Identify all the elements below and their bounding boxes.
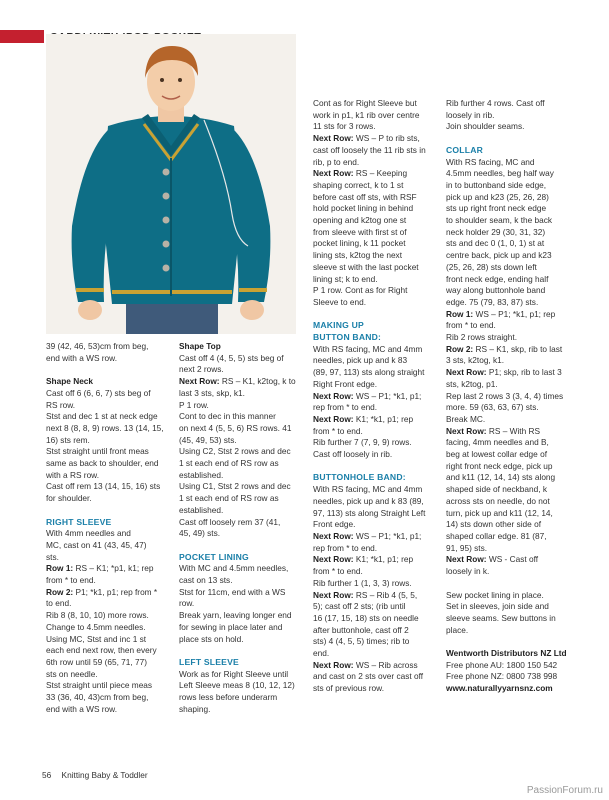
instruction-line: 16) sts rem. (46, 434, 90, 445)
instruction-line: pick up and k23 (25, 26, 28) (446, 191, 549, 202)
instruction-line: end. (313, 648, 330, 659)
subsection-heading: Shape Neck (46, 376, 94, 387)
instruction-line: Next Row: WS - Cast off (446, 554, 539, 565)
paragraph-gap (313, 461, 441, 473)
paragraph-gap (446, 578, 576, 590)
instruction-line: on next 4 (5, 5, 6) RS rows. 41 (179, 422, 292, 433)
instruction-line: 91, 95) sts. (446, 542, 488, 553)
instruction-line: cast on 13 sts. (179, 575, 233, 586)
row-label: Next Row: (313, 133, 354, 144)
instruction-line: Next Row: RS – With RS (446, 425, 541, 436)
section-heading: COLLAR (446, 144, 484, 155)
instruction-line: Front edge. (313, 519, 356, 530)
row-label: Next Row: (179, 376, 220, 387)
instruction-line: Using C2, Stst 2 rows and dec (179, 446, 291, 457)
instruction-line: (45, 49, 53) sts. (179, 434, 237, 445)
instruction-line: With RS facing, MC and (446, 156, 535, 167)
instruction-line: shaped side of neckband, k (446, 484, 548, 495)
instruction-line: Cast off rem 13 (14, 15, 16) sts (46, 481, 161, 492)
instruction-line: sleeve st with the last pocket (313, 261, 419, 272)
instruction-line: for sewing in place later and (179, 621, 283, 632)
instruction-line: place sts on hold. (179, 633, 244, 644)
instruction-line: Change to 4.5mm needles. (46, 621, 146, 632)
instruction-line: cast off loosely the 11 rib sts in (313, 144, 426, 155)
instruction-line: 97, 113) sts along Straight Left (313, 507, 426, 518)
instruction-line: Cast off 6 (6, 6, 7) sts beg of (46, 387, 151, 398)
instruction-line: Next Row: RS – Rib 4 (5, 5, (313, 589, 418, 600)
instruction-line: Stst straight until piece meas (46, 680, 153, 691)
paragraph-gap (446, 636, 576, 648)
instruction-line: each end next row, then every (46, 645, 157, 656)
model-photo (46, 34, 296, 334)
instruction-line: pocket lining, k 11 pocket (313, 238, 406, 249)
instruction-line: Cast off loosely rem 37 (41, (179, 516, 281, 527)
instruction-line: Break MC. (446, 413, 486, 424)
instruction-line: shaping correct, k to 1 st (313, 179, 404, 190)
boy-in-cardigan-illustration (46, 34, 296, 334)
instruction-line: Row 1: RS – K1; *p1, k1; rep (46, 563, 154, 574)
row-label: Next Row: (313, 168, 354, 179)
instruction-line: Cast off 4 (4, 5, 5) sts beg of (179, 352, 284, 363)
instruction-line: 6th row until 59 (65, 71, 77) (46, 656, 148, 667)
instruction-line: 45, 49) sts. (179, 528, 221, 539)
instruction-line: Next Row: P1; skp, rib to last 3 (446, 367, 562, 378)
instruction-line: opening and k2tog one st (313, 215, 407, 226)
instruction-line: loosely in rib. (446, 109, 495, 120)
instruction-line: Stst straight until front meas (46, 446, 149, 457)
instruction-line: end with a WS row. (46, 703, 118, 714)
instruction-line: centre back, pick up and k23 (446, 250, 552, 261)
instruction-line: Next Row: K1; *k1, p1; rep (313, 413, 414, 424)
row-label: Next Row: (446, 367, 487, 378)
instruction-line: beg at lowest collar edge of (446, 449, 548, 460)
instruction-line: Next Row: WS – P to rib sts, (313, 133, 420, 144)
instruction-line: rows less before underarm (179, 692, 278, 703)
instruction-line: sleeve seams. Sew buttons in (446, 612, 556, 623)
instruction-line: Sleeve to end. (313, 296, 367, 307)
instruction-line: RS row. (46, 399, 76, 410)
section-heading: BUTTON BAND: (313, 332, 382, 343)
instruction-line: 1 st each end of RS row as (179, 458, 279, 469)
instruction-line: from * to end. (313, 425, 363, 436)
instruction-line: edge. 75 (79, 83, 87) sts. (446, 296, 539, 307)
instruction-line: Next Row: WS – Rib across (313, 659, 418, 670)
instruction-line: Rib further 1 (1, 3, 3) rows. (313, 577, 412, 588)
instruction-line: shaping. (179, 703, 211, 714)
instruction-line: Next Row: WS – P1; *k1, p1; (313, 530, 422, 541)
instruction-line: sts on needle. (46, 668, 98, 679)
instruction-line: Break yarn, leaving longer end (179, 610, 292, 621)
instruction-line: rep from * to end. (313, 542, 378, 553)
page-number: 56 (42, 770, 52, 780)
row-label: Next Row: (313, 659, 354, 670)
section-heading: POCKET LINING (179, 551, 249, 562)
instruction-line: Using C1, Stst 2 rows and dec (179, 481, 291, 492)
row-label: Next Row: (313, 413, 354, 424)
contact-line: Wentworth Distributors NZ Ltd (446, 648, 567, 658)
publication-name: Knitting Baby & Toddler (61, 770, 148, 780)
instruction-line: MC, cast on 41 (43, 45, 47) (46, 539, 147, 550)
row-label: Row 1: (46, 563, 74, 574)
instruction-line: Sew pocket lining in place. (446, 589, 544, 600)
row-label: Row 1: (446, 308, 474, 319)
column-2 (179, 341, 307, 715)
instruction-line: lining st; k to end. (313, 273, 378, 284)
instruction-line: Rib 8 (8, 10, 10) more rows. (46, 610, 149, 621)
row-label: Next Row: (313, 390, 354, 401)
section-heading: MAKING UP (313, 320, 364, 331)
instruction-line: Row 2: RS – K1, skp, rib to last (446, 343, 563, 354)
instruction-line: sts of previous row. (313, 683, 385, 694)
instruction-line: loosely in k. (446, 566, 490, 577)
watermark: PassionForum.ru (526, 785, 603, 796)
instruction-line: Rib 2 rows straight. (446, 332, 518, 343)
instruction-line: P 1 row. (179, 399, 209, 410)
instruction-line: to end. (46, 598, 72, 609)
instruction-line: next 2 rows. (179, 364, 224, 375)
instruction-line: established. (179, 504, 224, 515)
row-label: Next Row: (313, 530, 354, 541)
instruction-line: facing, 4mm needles and B, (446, 437, 549, 448)
instruction-line: with a RS row. (46, 469, 100, 480)
instruction-line: 11 sts for 3 rows. (313, 121, 376, 132)
instruction-line: shaped collar edge. 81 (87, (446, 531, 547, 541)
instruction-line: sts and dec 0 (1, 0, 1) st at (446, 238, 545, 249)
page-footer (42, 770, 148, 780)
instruction-line: Work as for Right Sleeve until (179, 668, 289, 679)
row-label: Row 2: (46, 586, 74, 597)
section-accent-bar (0, 30, 44, 43)
instruction-line: and cast on 2 sts over cast off (313, 671, 424, 682)
instruction-line: front neck edge, ending half (446, 273, 549, 284)
instruction-line: place. (446, 624, 469, 635)
instruction-line: to shoulder seam, k the back (446, 215, 553, 226)
instruction-line: across sts on needle, do not (446, 495, 550, 506)
instruction-line: row. (179, 598, 195, 609)
section-heading: LEFT SLEEVE (179, 656, 239, 667)
instruction-line: Free phone NZ: 0800 738 998 (446, 671, 558, 682)
instruction-line: next 8 (8, 8, 9) rows. 13 (14, 15, (46, 422, 164, 433)
paragraph-gap (46, 505, 174, 517)
column-4 (446, 98, 576, 695)
instruction-line: needles, pick up and k 83 (89, (313, 495, 424, 506)
instruction-line: Row 2: P1; *k1, p1; rep from * (46, 586, 158, 597)
instruction-line: in to buttonband side edge, (446, 179, 547, 190)
instruction-line: Right Front edge. (313, 378, 378, 389)
paragraph-gap (446, 133, 576, 145)
instruction-line: work in p1, k1 rib over centre (313, 109, 420, 120)
instruction-line: Stst for 11cm, end with a WS (179, 586, 286, 597)
instruction-line: turn, pick up and k11 (12, 14, (446, 507, 553, 518)
instruction-line: 4.5mm needles, beg half way (446, 168, 554, 179)
subsection-heading: Shape Top (179, 341, 221, 351)
section-heading: RIGHT SLEEVE (46, 516, 112, 527)
instruction-line: With RS facing, MC and 4mm (313, 343, 423, 354)
section-heading: BUTTONHOLE BAND: (313, 472, 406, 483)
instruction-line: Left Sleeve meas 8 (10, 12, 12) (179, 680, 295, 691)
instruction-line: Next Row: RS – K1, k2tog, k to (179, 376, 296, 387)
instruction-line: before cast off sts, with RSF (313, 191, 417, 202)
instruction-line: from sleeve with first st of (313, 226, 407, 237)
instruction-line: sts. (46, 551, 59, 562)
row-label: Next Row: (313, 589, 354, 600)
paragraph-gap (179, 540, 307, 552)
instruction-line: sts) 4 (4, 5, 5) times; rib to (313, 636, 410, 647)
instruction-line: Join shoulder seams. (446, 121, 525, 132)
column-3 (313, 98, 441, 695)
instruction-line: With RS facing, MC and 4mm (313, 484, 423, 495)
instruction-line: established. (179, 469, 224, 480)
paragraph-gap (179, 645, 307, 657)
row-label: Next Row: (313, 554, 354, 565)
instruction-line: P 1 row. Cont as for Right (313, 285, 408, 296)
paragraph-gap (313, 309, 441, 321)
instruction-line: last 3 sts, skp, k1. (179, 387, 245, 398)
instruction-line: right front neck edge, pick up (446, 460, 553, 471)
instruction-line: (89, 97, 113) sts along straight (313, 367, 425, 378)
instruction-line: end with a WS row. (46, 352, 118, 363)
instruction-line: from * to end. (446, 320, 496, 331)
instruction-line: (25, 26, 28) sts down left (446, 261, 537, 272)
contact-line: www.naturallyyarnsnz.com (446, 683, 553, 694)
instruction-line: 1 st each end of RS row as (179, 493, 279, 504)
instruction-line: Next Row: WS – P1; *k1, p1; (313, 390, 422, 401)
instruction-line: 14) sts down other side of (446, 519, 542, 530)
instruction-line: With 4mm needles and (46, 528, 131, 539)
instruction-line: Next Row: K1; *k1, p1; rep (313, 554, 414, 565)
instruction-line: Stst and dec 1 st at neck edge (46, 411, 158, 422)
instruction-line: Next Row: RS – Keeping (313, 168, 408, 179)
instruction-line: from * to end. (313, 566, 363, 577)
instruction-line: Rib further 7 (7, 9, 9) rows. (313, 437, 412, 448)
instruction-line: Row 1: WS – P1; *k1, p1; rep (446, 308, 556, 319)
instruction-line: more. 59 (63, 63, 67) sts. (446, 402, 539, 413)
instruction-line: same as back to shoulder, end (46, 458, 159, 469)
instruction-line: hold pocket lining in behind (313, 203, 414, 214)
row-label: Next Row: (446, 554, 487, 565)
instruction-line: way along buttonhole band (446, 285, 546, 296)
instruction-line: Using MC, Stst and inc 1 st (46, 633, 147, 644)
instruction-line: from * to end. (46, 575, 96, 586)
instruction-line: sts up right front neck edge (446, 203, 547, 214)
instruction-line: Cont to dec in this manner (179, 411, 276, 422)
instruction-line: rib, p to end. (313, 156, 360, 167)
instruction-line: Cont as for Right Sleeve but (313, 98, 417, 108)
instruction-line: 3 sts, k2tog, k1. (446, 355, 505, 366)
instruction-line: 16 (17, 15, 18) sts on needle (313, 612, 419, 623)
instruction-line: Free phone AU: 1800 150 542 (446, 659, 558, 670)
instruction-line: neck holder 29 (30, 31, 32) (446, 226, 546, 237)
instruction-line: needles, pick up and k 83 (313, 355, 408, 366)
paragraph-gap (46, 364, 174, 376)
instruction-line: With MC and 4.5mm needles, (179, 563, 289, 574)
instruction-line: 39 (42, 46, 53)cm from beg, (46, 341, 149, 351)
instruction-line: after buttonhole, cast off 2 (313, 624, 409, 635)
instruction-line: 5); cast off 2 sts; (rib until (313, 601, 406, 612)
instruction-line: for shoulder. (46, 493, 92, 504)
column-1 (46, 341, 174, 715)
instruction-line: and k11 (12, 14, 14) sts along (446, 472, 556, 483)
instruction-line: lining sts, k2tog the next (313, 250, 403, 261)
instruction-line: Rib further 4 rows. Cast off (446, 98, 545, 108)
instruction-line: Rep last 2 rows 3 (3, 4, 4) times (446, 390, 564, 401)
row-label: Row 2: (446, 343, 474, 354)
instruction-line: sts, k2tog, p1. (446, 378, 498, 389)
row-label: Next Row: (446, 425, 487, 436)
instruction-line: rep from * to end. (313, 402, 378, 413)
instruction-line: Set in sleeves, join side and (446, 601, 549, 612)
instruction-line: Cast off loosely in rib. (313, 449, 393, 460)
instruction-line: 33 (36, 40, 43)cm from beg, (46, 692, 149, 703)
